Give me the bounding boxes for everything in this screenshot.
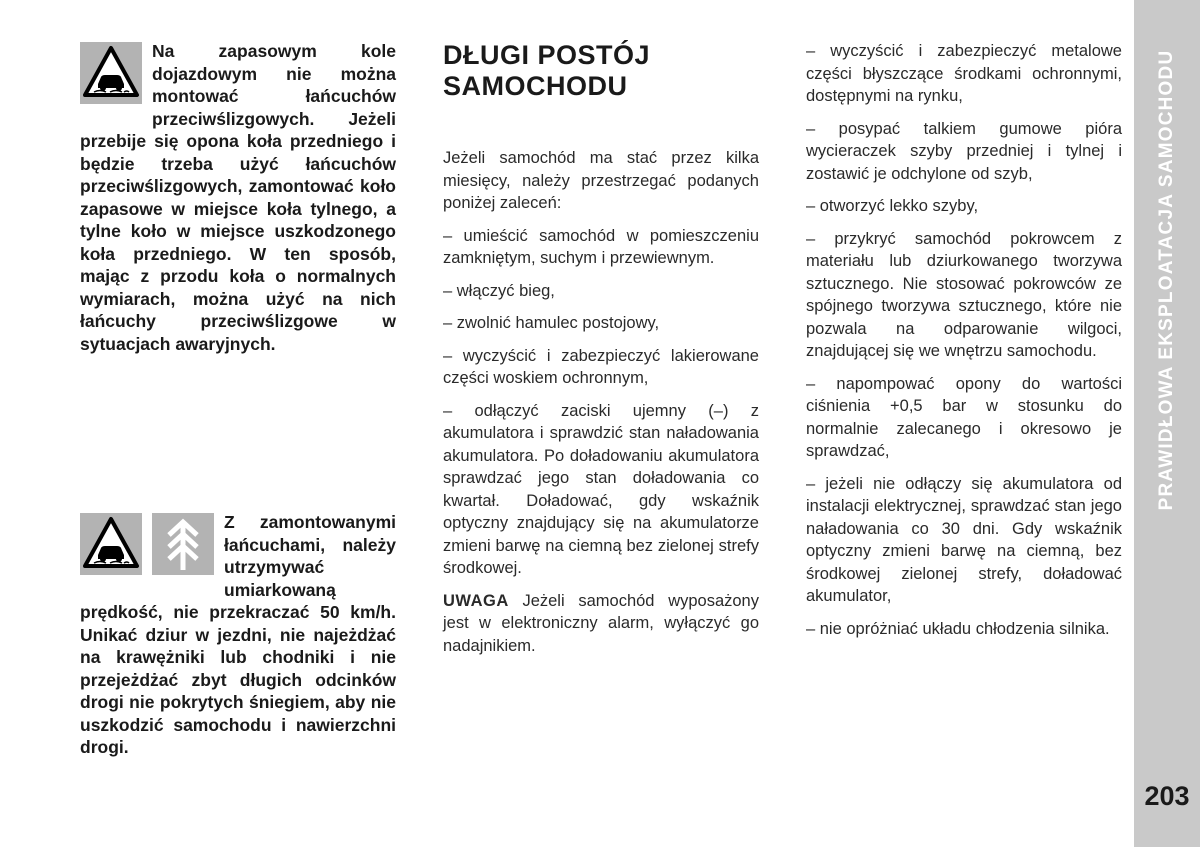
middle-column (443, 40, 759, 667)
list-item: – umieścić samochód w pomieszczeniu zamkniętym, suchym i przewiewnym. (443, 226, 759, 267)
section-heading (443, 40, 759, 102)
list-item: – jeżeli nie odłączy się akumulatora od instalacji elektrycznej, sprawdzać stan jego naładowania co 30 dni. Gdy wskaźnik optyczny zmieni barwę na ciemną, bez środkowej zielonej strefy, doładować akumulator, (806, 474, 1122, 605)
list-item: – posypać talkiem gumowe pióra wycieraczek szyby przedniej i tylnej i zostawić je odchylone od szyb, (806, 119, 1122, 183)
left-column (80, 40, 396, 757)
chapter-sidebar (1134, 0, 1200, 847)
chapter-title: PRAWIDŁOWA EKSPLOATACJA SAMOCHODU (1156, 49, 1177, 511)
heading-line-2: SAMOCHODU (443, 71, 628, 101)
list-item: – zwolnić hamulec postojowy, (443, 314, 660, 332)
list-item: – napompować opony do wartości ciśnienia +0,5 bar w stosunku do normalnie zalecanego i okresowo je sprawdzać, (806, 374, 1122, 460)
right-column (806, 40, 1122, 650)
warning-text-speed: Z zamontowanymi łańcuchami, należy utrzymywać umiarkowaną prędkość, nie przekraczać 50 km/h. Unikać dziur w jezdni, nie najeżdżać na krawężniki lub chodniki i nie przejeżdżać zbyt długich odcinków drogi nie pokrytych śniegiem, aby nie uszkodzić samochodu i nawierzchni drogi. (80, 512, 396, 757)
warning-text-chains: Na zapasowym kole dojazdowym nie można montować łańcuchów przeciwślizgowych. Jeżeli przebije się opona koła przedniego i będzie trzeba użyć łańcuchów przeciwślizgowych, zamontować koło zapasowe w miejsce koła tylnego, a tylne koło w miejsce uszkodzonego koła przedniego. W ten sposób, mając z przodu koła o normalnych wymiarach, można użyć na nich łańcuchy przeciwślizgowe w sytuacjach awaryjnych. (80, 41, 396, 354)
list-item: – otworzyć lekko szyby, (806, 197, 979, 215)
page-number: 203 (1144, 781, 1190, 811)
warning-triangle-car-icon (80, 42, 142, 104)
note-text: Jeżeli samochód wyposażony jest w elektroniczny alarm, wyłączyć go nadajnikiem. (443, 591, 759, 655)
warning-triangle-car-icon (80, 513, 142, 575)
list-item: – odłączyć zaciski ujemny (–) z akumulatora i sprawdzić stan naładowania akumulatora. Po doładowaniu akumulatora sprawdzać jego stan doładowania co kwartał. Doładować, gdy wskaźnik optyczny znajdujący się na akumulatorze zmieni barwę na ciemną bez zielonej strefy środkowej. (443, 401, 759, 577)
warning-block-chains (80, 40, 396, 355)
intro-paragraph: Jeżeli samochód ma stać przez kilka miesięcy, należy przestrzegać podanych poniżej zaleceń: (443, 149, 759, 212)
note-paragraph (443, 590, 759, 658)
snow-chains-arrows-icon (152, 513, 214, 575)
note-label: UWAGA (443, 591, 509, 610)
list-item: – wyczyścić i zabezpieczyć lakierowane części woskiem ochronnym, (443, 346, 759, 387)
heading-line-1: DŁUGI POSTÓJ (443, 40, 651, 70)
list-item: – włączyć bieg, (443, 281, 555, 300)
list-item: – nie opróżniać układu chłodzenia silnika. (806, 619, 1110, 638)
warning-block-speed (80, 511, 396, 759)
list-item: – wyczyścić i zabezpieczyć metalowe części błyszczące środkami ochronnymi, dostępnymi na rynku, (806, 42, 1122, 105)
list-item: – przykryć samochód pokrowcem z materiału lub dziurkowanego tworzywa sztucznego. Nie stosować pokrowców ze spójnego tworzywa sztucznego, które nie pozwala na odparowanie wilgoci, znajdującej się we wnętrzu samochodu. (806, 229, 1122, 360)
